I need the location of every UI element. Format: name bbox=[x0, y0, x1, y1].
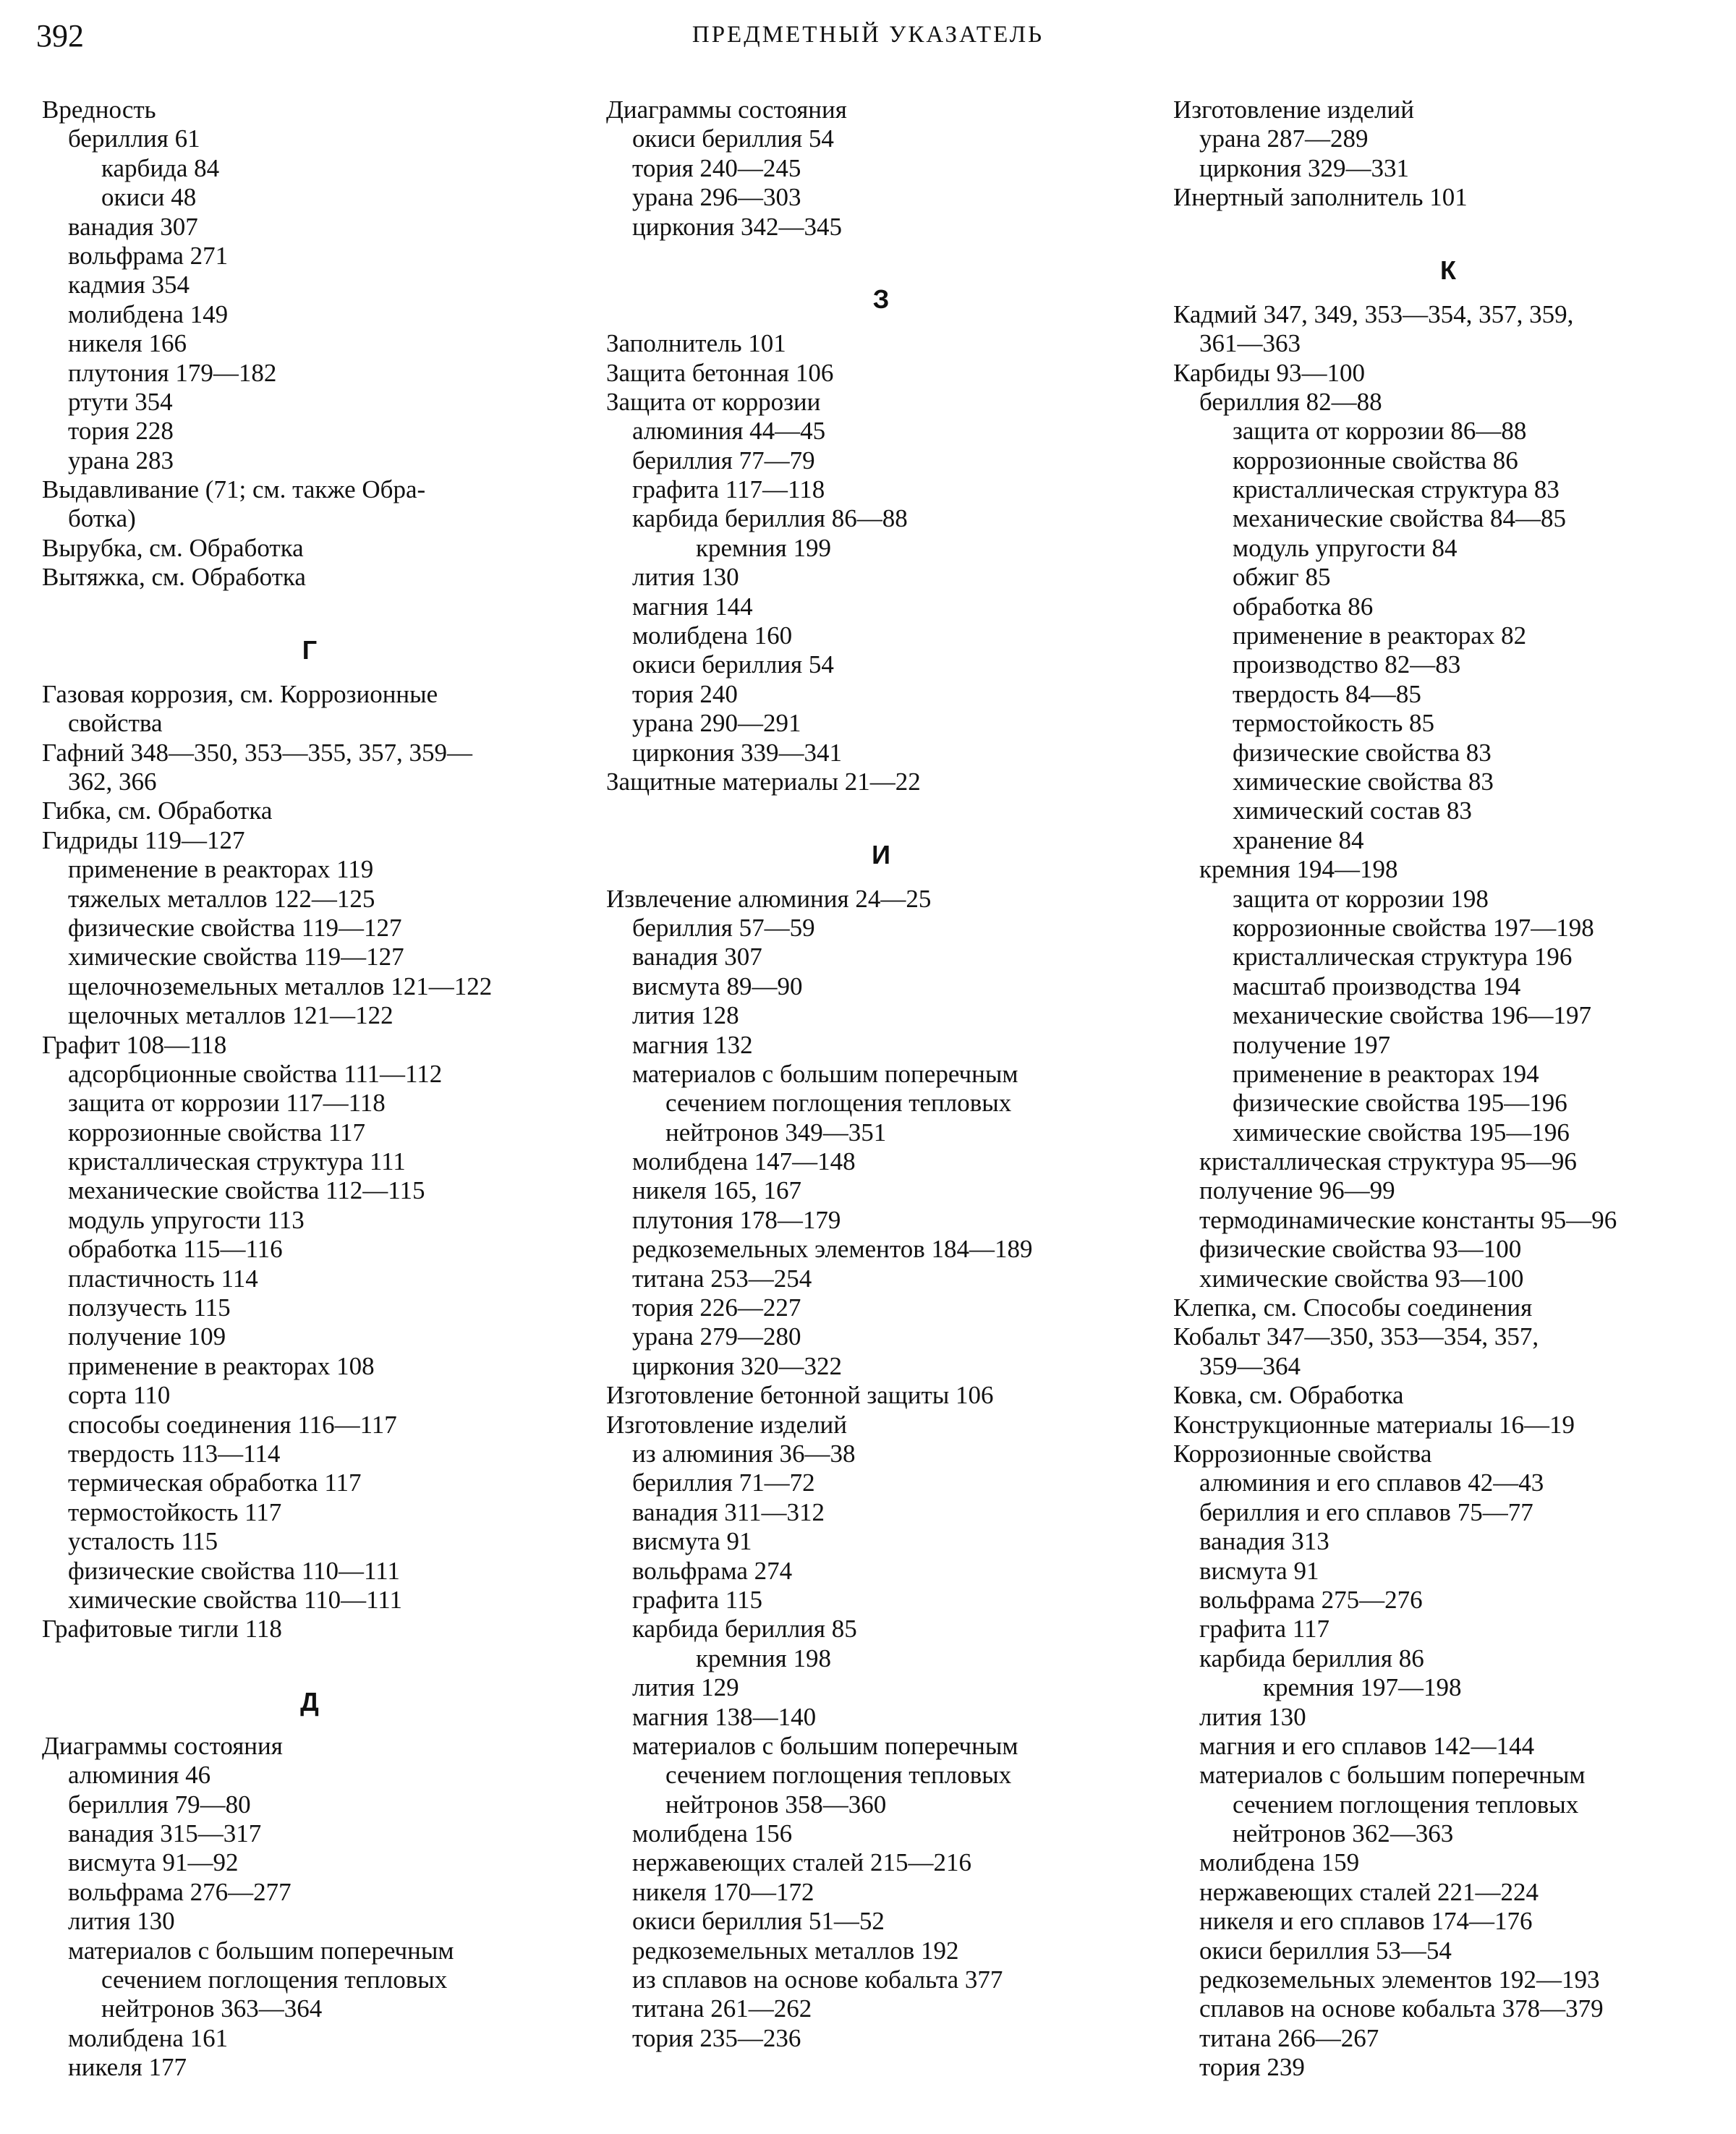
index-subentry: кремния 197—198 bbox=[1263, 1673, 1462, 1702]
index-subentry: физические свойства 195—196 bbox=[1233, 1089, 1567, 1118]
index-subentry: сечением поглощения тепловых bbox=[665, 1761, 1012, 1790]
section-gap bbox=[42, 592, 577, 621]
index-subentry: карбида бериллия 86 bbox=[1199, 1644, 1424, 1672]
index-subentry: обработка 115—116 bbox=[68, 1235, 283, 1264]
index-subentry: химические свойства 119—127 bbox=[68, 943, 404, 972]
index-subentry: обработка 86 bbox=[1233, 592, 1374, 621]
index-subentry: бериллия 77—79 bbox=[632, 446, 815, 475]
index-subentry: висмута 91 bbox=[632, 1527, 752, 1556]
index-subentry: применение в реакторах 82 bbox=[1233, 621, 1527, 650]
index-subentry: кристаллическая структура 111 bbox=[68, 1147, 406, 1176]
index-entry: Вредность bbox=[42, 95, 156, 124]
index-subentry: алюминия 46 bbox=[68, 1761, 211, 1790]
index-subentry: 361—363 bbox=[1199, 329, 1301, 358]
index-subentry: термостойкость 117 bbox=[68, 1497, 282, 1526]
index-subentry: из алюминия 36—38 bbox=[632, 1440, 856, 1468]
index-entry: Графитовые тигли 118 bbox=[42, 1615, 282, 1644]
index-subentry: редкоземельных элементов 184—189 bbox=[632, 1235, 1033, 1264]
index-subentry: урана 283 bbox=[68, 446, 174, 475]
index-subentry: химический состав 83 bbox=[1233, 796, 1472, 825]
index-subentry: магния и его сплавов 142—144 bbox=[1199, 1731, 1535, 1760]
index-subentry: щелочноземельных металлов 121—122 bbox=[68, 972, 493, 1000]
index-subentry: кремния 194—198 bbox=[1199, 855, 1398, 884]
index-subentry: физические свойства 83 bbox=[1233, 738, 1492, 767]
index-subentry: урана 290—291 bbox=[632, 709, 801, 738]
index-subentry: окиси бериллия 54 bbox=[632, 124, 834, 153]
index-subentry: сечением поглощения тепловых bbox=[101, 1965, 448, 1994]
index-subentry: графита 115 bbox=[632, 1585, 763, 1614]
index-subentry: урана 279—280 bbox=[632, 1322, 801, 1351]
index-entry: Конструкционные материалы 16—19 bbox=[1173, 1410, 1575, 1439]
index-subentry: никеля 165, 167 bbox=[632, 1176, 801, 1205]
index-subentry: никеля и его сплавов 174—176 bbox=[1199, 1907, 1533, 1936]
index-subentry: окиси бериллия 54 bbox=[632, 650, 834, 679]
section-letter: Д bbox=[300, 1687, 319, 1717]
index-subentry: сечением поглощения тепловых bbox=[1233, 1790, 1579, 1819]
index-subentry: кремния 198 bbox=[696, 1644, 831, 1672]
index-subentry: циркония 329—331 bbox=[1199, 153, 1409, 182]
index-entry: Кобальт 347—350, 353—354, 357, bbox=[1173, 1322, 1539, 1351]
index-subentry: тория 239 bbox=[1199, 2053, 1305, 2082]
index-subentry: кристаллическая структура 83 bbox=[1233, 475, 1560, 504]
index-subentry: алюминия 44—45 bbox=[632, 417, 826, 446]
index-entry: Газовая коррозия, см. Коррозионные bbox=[42, 679, 438, 708]
section-gap bbox=[1173, 213, 1723, 242]
index-subentry: применение в реакторах 108 bbox=[68, 1351, 375, 1380]
index-subentry: нержавеющих сталей 215—216 bbox=[632, 1848, 971, 1877]
index-subentry: материалов с большим поперечным bbox=[632, 1059, 1018, 1088]
index-subentry: бериллия 71—72 bbox=[632, 1468, 815, 1497]
index-subentry: молибдена 160 bbox=[632, 621, 793, 650]
index-subentry: бериллия 82—88 bbox=[1199, 387, 1382, 416]
section-gap bbox=[606, 242, 1156, 271]
index-subentry: физические свойства 110—111 bbox=[68, 1556, 400, 1585]
index-subentry: вольфрама 276—277 bbox=[68, 1877, 292, 1906]
index-entry: Вытяжка, см. Обработка bbox=[42, 563, 306, 592]
index-subentry: способы соединения 116—117 bbox=[68, 1410, 397, 1439]
index-subentry: висмута 91—92 bbox=[68, 1848, 239, 1877]
index-column-3 bbox=[1173, 95, 1723, 2083]
index-subentry: щелочных металлов 121—122 bbox=[68, 1001, 393, 1030]
index-subentry: бериллия 79—80 bbox=[68, 1790, 251, 1819]
index-subentry: магния 132 bbox=[632, 1030, 753, 1059]
index-subentry: лития 129 bbox=[632, 1673, 739, 1702]
index-entry: Защитные материалы 21—22 bbox=[606, 768, 921, 796]
index-subentry: нейтронов 362—363 bbox=[1233, 1819, 1454, 1848]
index-subentry: производство 82—83 bbox=[1233, 650, 1461, 679]
index-subentry: химические свойства 110—111 bbox=[68, 1585, 403, 1614]
index-subentry: ванадия 311—312 bbox=[632, 1497, 825, 1526]
index-subentry: применение в реакторах 119 bbox=[68, 855, 374, 884]
index-subentry: получение 197 bbox=[1233, 1030, 1391, 1059]
index-subentry: лития 128 bbox=[632, 1001, 739, 1030]
index-subentry: молибдена 161 bbox=[68, 2023, 229, 2052]
index-subentry: магния 138—140 bbox=[632, 1702, 817, 1731]
index-column-1 bbox=[42, 95, 577, 2083]
index-subentry: тория 226—227 bbox=[632, 1293, 801, 1322]
index-subentry: вольфрама 274 bbox=[632, 1556, 793, 1585]
index-subentry: никеля 177 bbox=[68, 2053, 187, 2082]
index-subentry: циркония 342—345 bbox=[632, 212, 842, 241]
index-subentry: 362, 366 bbox=[68, 768, 157, 796]
index-entry: Изготовление бетонной защиты 106 bbox=[606, 1381, 994, 1410]
index-subentry: плутония 178—179 bbox=[632, 1205, 841, 1234]
index-subentry: кремния 199 bbox=[696, 533, 831, 562]
index-subentry: редкоземельных элементов 192—193 bbox=[1199, 1965, 1600, 1994]
section-letter: Г bbox=[302, 635, 318, 666]
index-subentry: титана 261—262 bbox=[632, 1994, 812, 2023]
index-subentry: плутония 179—182 bbox=[68, 358, 277, 387]
index-subentry: ванадия 313 bbox=[1199, 1527, 1329, 1556]
index-subentry: механические свойства 196—197 bbox=[1233, 1001, 1592, 1030]
index-subentry: нержавеющих сталей 221—224 bbox=[1199, 1877, 1539, 1906]
index-subentry: титана 253—254 bbox=[632, 1264, 812, 1293]
index-entry: Диаграммы состояния bbox=[606, 95, 847, 124]
index-subentry: лития 130 bbox=[68, 1907, 175, 1936]
index-subentry: тория 228 bbox=[68, 417, 174, 446]
index-entry: Выдавливание (71; см. также Обра- bbox=[42, 475, 426, 504]
index-subentry: окиси 48 bbox=[101, 183, 197, 212]
index-subentry: термическая обработка 117 bbox=[68, 1468, 362, 1497]
index-subentry: физические свойства 119—127 bbox=[68, 913, 402, 942]
index-subentry: механические свойства 84—85 bbox=[1233, 504, 1567, 533]
index-subentry: никеля 170—172 bbox=[632, 1877, 814, 1906]
section-letter: З bbox=[872, 284, 890, 315]
index-subentry: нейтронов 349—351 bbox=[665, 1118, 887, 1147]
index-subentry: получение 96—99 bbox=[1199, 1176, 1395, 1205]
index-subentry: сечением поглощения тепловых bbox=[665, 1089, 1012, 1118]
index-subentry: сорта 110 bbox=[68, 1381, 171, 1410]
index-subentry: ползучесть 115 bbox=[68, 1293, 231, 1322]
page-number: 392 bbox=[36, 18, 84, 54]
index-subentry: усталость 115 bbox=[68, 1527, 218, 1556]
index-entry: Защита от коррозии bbox=[606, 387, 821, 416]
index-subentry: циркония 339—341 bbox=[632, 738, 842, 767]
section-letter: К bbox=[1440, 255, 1456, 285]
index-subentry: титана 266—267 bbox=[1199, 2023, 1379, 2052]
index-entry: Изготовление изделий bbox=[1173, 95, 1414, 124]
index-subentry: 359—364 bbox=[1199, 1351, 1301, 1380]
index-subentry: модуль упругости 84 bbox=[1233, 533, 1458, 562]
index-subentry: урана 296—303 bbox=[632, 183, 801, 212]
index-subentry: молибдена 159 bbox=[1199, 1848, 1360, 1877]
index-subentry: твердость 113—114 bbox=[68, 1439, 281, 1468]
index-subentry: алюминия и его сплавов 42—43 bbox=[1199, 1468, 1544, 1497]
index-subentry: масштаб производства 194 bbox=[1233, 972, 1521, 1000]
index-subentry: кристаллическая структура 95—96 bbox=[1199, 1147, 1577, 1176]
index-subentry: молибдена 156 bbox=[632, 1819, 793, 1848]
section-letter: И bbox=[872, 839, 890, 870]
index-subentry: урана 287—289 bbox=[1199, 124, 1369, 153]
index-subentry: никеля 166 bbox=[68, 329, 187, 358]
index-subentry: висмута 91 bbox=[1199, 1556, 1319, 1585]
index-entry: Кадмий 347, 349, 353—354, 357, 359, bbox=[1173, 299, 1574, 328]
index-subentry: ртути 354 bbox=[68, 387, 173, 416]
index-entry: Гидриды 119—127 bbox=[42, 825, 245, 854]
index-subentry: тяжелых металлов 122—125 bbox=[68, 884, 375, 913]
index-subentry: материалов с большим поперечным bbox=[68, 1936, 454, 1965]
index-subentry: коррозионные свойства 86 bbox=[1233, 446, 1518, 475]
page-header bbox=[0, 13, 1736, 56]
index-subentry: ванадия 307 bbox=[68, 212, 198, 241]
index-subentry: адсорбционные свойства 111—112 bbox=[68, 1059, 443, 1088]
index-subentry: бериллия 57—59 bbox=[632, 913, 815, 942]
index-subentry: защита от коррозии 117—118 bbox=[68, 1089, 386, 1118]
index-subentry: лития 130 bbox=[632, 563, 739, 592]
index-subentry: графита 117—118 bbox=[632, 475, 825, 504]
index-subentry: графита 117 bbox=[1199, 1615, 1330, 1644]
index-subentry: лития 130 bbox=[1199, 1702, 1306, 1731]
index-entry: Инертный заполнитель 101 bbox=[1173, 183, 1468, 212]
index-subentry: вольфрама 275—276 bbox=[1199, 1585, 1423, 1614]
index-subentry: кадмия 354 bbox=[68, 271, 190, 299]
index-subentry: бериллия 61 bbox=[68, 124, 200, 153]
index-subentry: материалов с большим поперечным bbox=[1199, 1761, 1586, 1790]
index-subentry: циркония 320—322 bbox=[632, 1351, 842, 1380]
index-entry: Диаграммы состояния bbox=[42, 1731, 283, 1760]
index-entry: Изготовление изделий bbox=[606, 1410, 847, 1439]
index-subentry: защита от коррозии 86—88 bbox=[1233, 417, 1527, 446]
index-subentry: редкоземельных металлов 192 bbox=[632, 1936, 959, 1965]
section-gap bbox=[42, 1644, 577, 1673]
index-subentry: вольфрама 271 bbox=[68, 241, 229, 270]
index-subentry: окиси бериллия 53—54 bbox=[1199, 1936, 1452, 1965]
index-subentry: обжиг 85 bbox=[1233, 563, 1331, 592]
index-subentry: твердость 84—85 bbox=[1233, 679, 1421, 708]
index-entry: Заполнитель 101 bbox=[606, 329, 786, 358]
index-subentry: кристаллическая структура 196 bbox=[1233, 943, 1573, 972]
index-subentry: магния 144 bbox=[632, 592, 753, 621]
index-subentry: ванадия 315—317 bbox=[68, 1819, 262, 1848]
index-entry: Коррозионные свойства bbox=[1173, 1439, 1432, 1468]
index-subentry: ванадия 307 bbox=[632, 943, 762, 972]
index-subentry: нейтронов 358—360 bbox=[665, 1790, 887, 1819]
index-subentry: свойства bbox=[68, 709, 163, 738]
index-subentry: механические свойства 112—115 bbox=[68, 1176, 425, 1205]
index-subentry: молибдена 149 bbox=[68, 299, 229, 328]
index-subentry: из сплавов на основе кобальта 377 bbox=[632, 1965, 1003, 1994]
index-column-2 bbox=[606, 95, 1156, 2053]
index-subentry: карбида бериллия 85 bbox=[632, 1615, 857, 1644]
index-subentry: модуль упругости 113 bbox=[68, 1205, 305, 1234]
index-subentry: тория 240—245 bbox=[632, 153, 801, 182]
index-subentry: коррозионные свойства 117 bbox=[68, 1118, 365, 1147]
index-subentry: термостойкость 85 bbox=[1233, 709, 1435, 738]
index-entry: Клепка, см. Способы соединения bbox=[1173, 1293, 1533, 1322]
index-entry: Карбиды 93—100 bbox=[1173, 358, 1366, 387]
index-subentry: химические свойства 93—100 bbox=[1199, 1264, 1524, 1293]
index-entry: Вырубка, см. Обработка bbox=[42, 533, 304, 562]
index-subentry: химические свойства 195—196 bbox=[1233, 1118, 1570, 1147]
index-entry: Извлечение алюминия 24—25 bbox=[606, 884, 932, 913]
index-subentry: сплавов на основе кобальта 378—379 bbox=[1199, 1994, 1604, 2023]
index-entry: Ковка, см. Обработка bbox=[1173, 1381, 1404, 1410]
index-entry: Гафний 348—350, 353—355, 357, 359— bbox=[42, 738, 473, 767]
index-subentry: получение 109 bbox=[68, 1322, 226, 1351]
index-subentry: нейтронов 363—364 bbox=[101, 1994, 323, 2023]
section-gap bbox=[606, 796, 1156, 825]
index-subentry: карбида бериллия 86—88 bbox=[632, 504, 908, 533]
index-subentry: физические свойства 93—100 bbox=[1199, 1235, 1522, 1264]
index-subentry: применение в реакторах 194 bbox=[1233, 1059, 1539, 1088]
index-subentry: окиси бериллия 51—52 bbox=[632, 1907, 885, 1936]
index-subentry: коррозионные свойства 197—198 bbox=[1233, 913, 1594, 942]
index-subentry: висмута 89—90 bbox=[632, 972, 803, 1000]
index-subentry: карбида 84 bbox=[101, 153, 220, 182]
index-subentry: хранение 84 bbox=[1233, 825, 1364, 854]
index-subentry: термодинамические константы 95—96 bbox=[1199, 1205, 1617, 1234]
index-entry: Защита бетонная 106 bbox=[606, 358, 834, 387]
index-subentry: химические свойства 83 bbox=[1233, 768, 1494, 796]
index-subentry: пластичность 114 bbox=[68, 1264, 258, 1293]
index-subentry: молибдена 147—148 bbox=[632, 1147, 856, 1176]
index-subentry: защита от коррозии 198 bbox=[1233, 884, 1489, 913]
running-title: ПРЕДМЕТНЫЙ УКАЗАТЕЛЬ bbox=[692, 22, 1044, 48]
index-entry: Графит 108—118 bbox=[42, 1030, 227, 1059]
index-subentry: тория 235—236 bbox=[632, 2023, 801, 2052]
index-entry: Гибка, см. Обработка bbox=[42, 796, 273, 825]
index-subentry: бериллия и его сплавов 75—77 bbox=[1199, 1497, 1533, 1526]
index-subentry: материалов с большим поперечным bbox=[632, 1731, 1018, 1760]
index-subentry: тория 240 bbox=[632, 679, 738, 708]
index-subentry: ботка) bbox=[68, 504, 136, 533]
